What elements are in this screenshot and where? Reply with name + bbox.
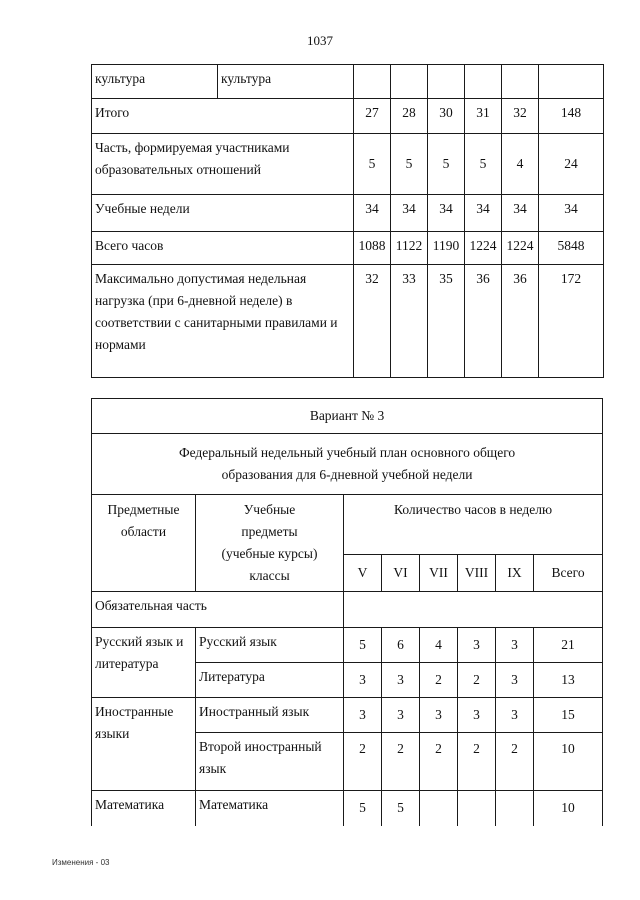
value-cell xyxy=(428,65,465,99)
value-cell xyxy=(391,65,428,99)
grade-header: VII xyxy=(420,555,458,592)
value-cell: 3 xyxy=(496,698,534,733)
variant-title: Вариант № 3 xyxy=(92,399,603,434)
table-row xyxy=(92,698,603,733)
subject-name: Литература xyxy=(196,663,344,698)
row-label: культура xyxy=(92,65,218,99)
curriculum-table xyxy=(91,398,603,826)
value-cell: 35 xyxy=(428,265,465,378)
value-cell: 1224 xyxy=(502,232,539,265)
value-cell: 2 xyxy=(344,733,382,791)
value-cell: 4 xyxy=(502,134,539,195)
table-row xyxy=(92,99,604,134)
table-row xyxy=(92,628,603,663)
value-cell: 21 xyxy=(534,628,603,663)
value-cell: 34 xyxy=(428,195,465,232)
subject-name: Иностранный язык xyxy=(196,698,344,733)
value-cell: 2 xyxy=(458,663,496,698)
grade-header: Всего xyxy=(534,555,603,592)
value-cell: 34 xyxy=(465,195,502,232)
value-cell: 3 xyxy=(496,663,534,698)
mandatory-part-label: Обязательная часть xyxy=(92,592,344,628)
table-row xyxy=(92,399,603,434)
subject-area: Русский язык и литература xyxy=(92,628,196,698)
value-cell: 27 xyxy=(354,99,391,134)
table-row xyxy=(92,434,603,495)
empty-cell xyxy=(344,592,603,628)
value-cell xyxy=(502,65,539,99)
value-cell: 6 xyxy=(382,628,420,663)
subject-name: Второй иностранный язык xyxy=(196,733,344,791)
value-cell: 5 xyxy=(391,134,428,195)
value-cell: 3 xyxy=(382,663,420,698)
value-cell: 32 xyxy=(354,265,391,378)
value-cell: 28 xyxy=(391,99,428,134)
value-cell xyxy=(354,65,391,99)
header-subjects-label: Учебные предметы (учебные курсы) xyxy=(221,502,318,561)
header-classes-label: классы xyxy=(249,568,290,583)
value-cell: 24 xyxy=(539,134,604,195)
value-cell: 5 xyxy=(344,791,382,826)
value-cell: 34 xyxy=(354,195,391,232)
value-cell: 5 xyxy=(465,134,502,195)
row-label: Итого xyxy=(92,99,354,134)
grade-header: IX xyxy=(496,555,534,592)
grade-header: V xyxy=(344,555,382,592)
value-cell: 2 xyxy=(458,733,496,791)
value-cell: 4 xyxy=(420,628,458,663)
row-sublabel: культура xyxy=(218,65,354,99)
row-label: Максимально допустимая недельная нагрузка (при 6-дневной неделе) в соответствии с санитарными правилами и нормами xyxy=(92,265,354,378)
value-cell: 3 xyxy=(496,628,534,663)
subject-name: Математика xyxy=(196,791,344,826)
value-cell: 3 xyxy=(458,698,496,733)
plan-title: Федеральный недельный учебный план основного общего образования для 6-дневной учебной недели xyxy=(92,434,603,495)
value-cell: 148 xyxy=(539,99,604,134)
value-cell: 1122 xyxy=(391,232,428,265)
value-cell xyxy=(496,791,534,826)
value-cell: 34 xyxy=(502,195,539,232)
value-cell: 31 xyxy=(465,99,502,134)
value-cell: 36 xyxy=(465,265,502,378)
value-cell: 2 xyxy=(420,663,458,698)
value-cell: 1224 xyxy=(465,232,502,265)
header-areas: Предметные области xyxy=(92,495,196,592)
subject-name: Русский язык xyxy=(196,628,344,663)
value-cell xyxy=(465,65,502,99)
grade-header: VI xyxy=(382,555,420,592)
table-row xyxy=(92,134,604,195)
table-row xyxy=(92,495,603,555)
grade-header: VIII xyxy=(458,555,496,592)
value-cell: 2 xyxy=(496,733,534,791)
value-cell: 5 xyxy=(354,134,391,195)
value-cell: 15 xyxy=(534,698,603,733)
row-label: Учебные недели xyxy=(92,195,354,232)
value-cell: 30 xyxy=(428,99,465,134)
header-hours: Количество часов в неделю xyxy=(344,495,603,555)
row-label: Часть, формируемая участниками образовательных отношений xyxy=(92,134,354,195)
value-cell: 3 xyxy=(344,698,382,733)
value-cell: 2 xyxy=(382,733,420,791)
page-number: 1037 xyxy=(307,33,333,48)
table-row xyxy=(92,265,604,378)
value-cell: 5 xyxy=(428,134,465,195)
value-cell: 5 xyxy=(344,628,382,663)
value-cell xyxy=(458,791,496,826)
table-row xyxy=(92,65,604,99)
value-cell: 1190 xyxy=(428,232,465,265)
table-row xyxy=(92,592,603,628)
value-cell: 33 xyxy=(391,265,428,378)
value-cell: 2 xyxy=(420,733,458,791)
value-cell: 1088 xyxy=(354,232,391,265)
value-cell xyxy=(420,791,458,826)
value-cell: 34 xyxy=(539,195,604,232)
value-cell: 3 xyxy=(458,628,496,663)
value-cell: 5848 xyxy=(539,232,604,265)
summary-table xyxy=(91,64,604,378)
value-cell: 10 xyxy=(534,791,603,826)
value-cell: 172 xyxy=(539,265,604,378)
value-cell: 36 xyxy=(502,265,539,378)
subject-area: Математика xyxy=(92,791,196,826)
value-cell: 13 xyxy=(534,663,603,698)
table-row xyxy=(92,195,604,232)
value-cell: 3 xyxy=(344,663,382,698)
value-cell: 34 xyxy=(391,195,428,232)
table-row xyxy=(92,791,603,826)
value-cell: 32 xyxy=(502,99,539,134)
header-subjects xyxy=(196,495,344,592)
value-cell xyxy=(539,65,604,99)
subject-area: Иностранные языки xyxy=(92,698,196,791)
table-row xyxy=(92,232,604,265)
row-label: Всего часов xyxy=(92,232,354,265)
footer-revision: Изменения - 03 xyxy=(52,858,110,867)
value-cell: 5 xyxy=(382,791,420,826)
value-cell: 10 xyxy=(534,733,603,791)
value-cell: 3 xyxy=(420,698,458,733)
value-cell: 3 xyxy=(382,698,420,733)
